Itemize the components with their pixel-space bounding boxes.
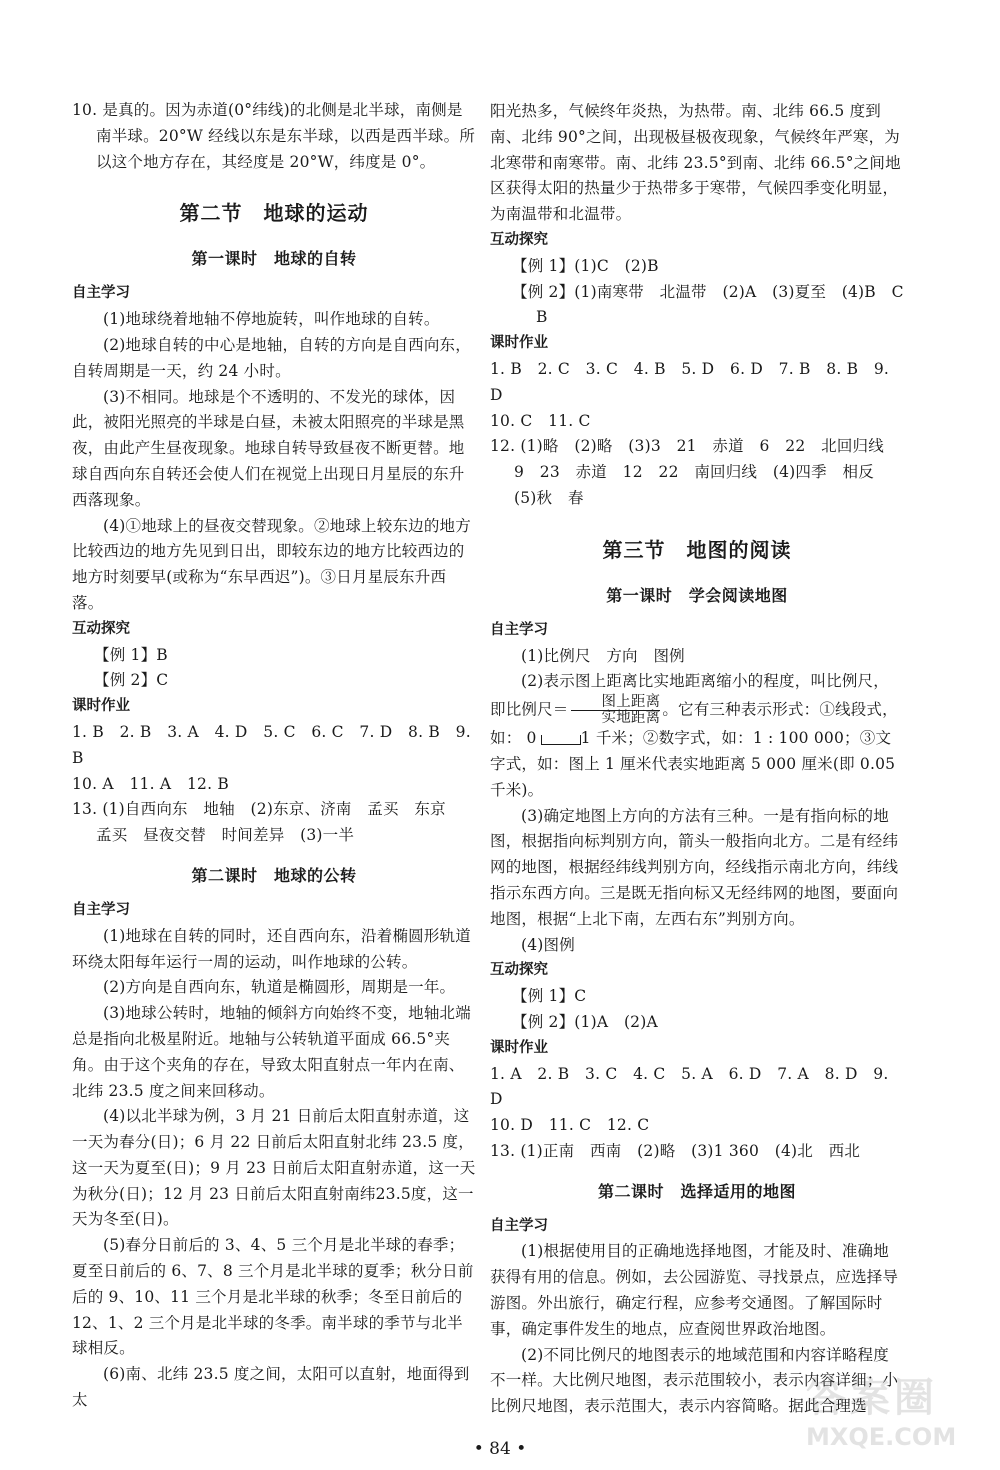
lesson-title: 第一课时 地球的自转 (191, 249, 357, 269)
scale-bar-zero: 0 (526, 729, 537, 748)
paragraph: (1)比例尺 方向 图例 (521, 646, 685, 665)
scale-text-a: (2)表示图上距离比实地距离缩小的程度，叫比例尺，即比例尺＝ (490, 672, 889, 719)
paragraph: (4)以北半球为例，3 月 21 日前后太阳直射赤道，这一天为春分(日)；6 月 22 日前后太阳直射北纬 23.5 度，这一天为夏至(日)；9 月 23 日前后太阳直射赤道，这一天为秋分(日)；12 月 23 日前后太阳直射南纬23.5度，这一天为冬至(日)。 (72, 1107, 476, 1229)
example-answer: 【例 1】(1)C (2)B (512, 256, 659, 275)
homework-answers: 12. (1)略 (2)略 (3)3 21 赤道 6 22 北回归线 9 23 赤道 12 22 南回归线 (4)四季 相反 (5)秋 春 (490, 437, 900, 507)
line-scale-bar (541, 735, 581, 745)
homework-label: 课时作业 (490, 1039, 548, 1056)
paragraph: (1)根据使用目的正确地选择地图，才能及时、准确地获得有用的信息。例如，去公园游览、寻找景点，应选择导游图。外出旅行，确定行程，应参考交通图。了解国际时事，确定事件发生的地点，应查阅世界政治地图。 (490, 1242, 899, 1338)
example-answer: 【例 2】(1)A (2)A (512, 1012, 658, 1031)
watermark-logo (806, 1366, 986, 1462)
left-column (72, 98, 476, 1414)
fraction-numerator: 图上距离 (571, 695, 661, 711)
homework-answers: 1. B 2. B 3. A 4. D 5. C 6. C 7. D 8. B 9. B (72, 722, 471, 767)
fraction-denominator: 实地距离 (601, 710, 661, 727)
homework-label: 课时作业 (490, 335, 548, 352)
paragraph: (3)地球公转时，地轴的倾斜方向始终不变，地轴北端总是指向北极星附近。地轴与公转轨道平面成 66.5°夹角。由于这个夹角的存在，导致太阳直射点一年内在南、北纬 23.5 度之间来回移动。 (72, 1004, 471, 1100)
homework-answers: 13. (1)自西向东 地轴 (2)东京、济南 孟买 东京 孟买 昼夜交替 时间差异 (3)一半 (72, 800, 462, 845)
interactive-label: 互动探究 (490, 231, 548, 248)
page-number: • 84 • (473, 1439, 527, 1459)
example-answer: 【例 1】B (94, 645, 168, 664)
paragraph: (2)地球自转的中心是地轴，自转的方向是自西向东，自转周期是一天，约 24 小时。 (72, 335, 471, 380)
paragraph: 阳光热多，气候终年炎热，为热带。南、北纬 66.5 度到南、北纬 90°之间，出现极昼极夜现象，气候终年严寒，为北寒带和南寒带。南、北纬 23.5°到南、北纬 66.5°之间地区获得太阳的热量少于热带多于寒带，气候四季变化明显，为南温带和北温带。 (490, 102, 901, 224)
example-answer: 【例 2】(1)南寒带 北温带 (2)A (3)夏至 (4)B C B (512, 282, 920, 327)
interactive-label: 互动探究 (72, 620, 130, 637)
homework-answers: 1. B 2. C 3. C 4. B 5. D 6. D 7. B 8. B 9. D (490, 359, 890, 404)
paragraph: (5)春分日前后的 3、4、5 三个月是北半球的春季；夏至日前后的 6、7、8 三个月是北半球的夏季；秋分日前后的 9、10、11 三个月是北半球的秋季；冬至日前后的 12、1、2 三个月是北半球的冬季。南半球的季节与北半球相反。 (72, 1236, 474, 1358)
paragraph: (4)图例 (521, 935, 575, 954)
interactive-label: 互动探究 (490, 962, 548, 979)
watermark-title: 答案圈 (806, 1375, 938, 1421)
paragraph: (3)确定地图上方向的方法有三种。一是有指向标的地图，根据指向标判别方向，箭头一般指向北方。二是有经纬网的地图，根据经纬线判别方向，经线指示南北方向，纬线指示东西方向。三是既无指向标又无经纬网的地图，要面向地图，根据“上北下南，左西右东”判别方向。 (490, 806, 899, 928)
homework-answers: 10. C 11. C (490, 411, 591, 430)
example-answer: 【例 2】C (94, 671, 169, 690)
self-study-label: 自主学习 (490, 621, 548, 638)
paragraph: (6)南、北纬 23.5 度之间，太阳可以直射，地面得到太 (72, 1365, 470, 1410)
homework-answers: 1. A 2. B 3. C 4. C 5. A 6. D 7. A 8. D 9. D (490, 1064, 889, 1109)
paragraph: (3)不相同。地球是个不透明的、不发光的球体，因此，被阳光照亮的半球是白昼，未被太阳照亮的半球是黑夜，由此产生昼夜现象。地球自转导致昼夜不断更替。地球自西向东自转还会使人们在视觉上出现日月星辰的东升西落现象。 (72, 387, 465, 509)
self-study-label: 自主学习 (72, 285, 130, 302)
section-title: 第三节 地图的阅读 (602, 537, 792, 562)
scale-fraction (571, 695, 661, 726)
lesson-title: 第一课时 学会阅读地图 (606, 585, 788, 605)
scale-bar-one: 1 (580, 729, 591, 748)
homework-label: 课时作业 (72, 698, 130, 715)
section-title: 第二节 地球的运动 (179, 201, 369, 226)
homework-answers: 10. A 11. A 12. B (72, 774, 229, 793)
watermark-url: MXQE.COM (806, 1423, 957, 1451)
paragraph: (2)方向是自西向东，轨道是椭圆形，周期是一年。 (103, 978, 456, 997)
lesson-title: 第二课时 选择适用的地图 (597, 1181, 796, 1201)
example-answer: 【例 1】C (512, 987, 587, 1006)
scale-paragraph (490, 669, 904, 803)
lesson-title: 第二课时 地球的公转 (191, 865, 357, 885)
homework-answers: 10. D 11. C 12. C (490, 1116, 650, 1135)
self-study-label: 自主学习 (72, 901, 130, 918)
scale-text-b: 。它有三种表示形式：①线段式，如： (490, 700, 898, 748)
answer-item-10: 10. 是真的。因为赤道(0°纬线)的北侧是北半球，南侧是南半球。20°W 经线以东是东半球，以西是西半球。所以这个地方存在，其经度是 20°W，纬度是 0°。 (72, 101, 476, 171)
right-column (490, 99, 920, 1420)
scale-text-c: 千米；②数字式，如：1 : 100 000；③文字式，如：图上 1 厘米代表实地距离 5 000 厘米(即 0.05 千米)。 (490, 729, 896, 799)
paragraph: (1)地球绕着地轴不停地旋转，叫作地球的自转。 (103, 310, 440, 329)
paragraph: (2)不同比例尺的地图表示的地域范围和内容详略程度不一样。大比例尺地图，表示范围较小，表示内容详细；小比例尺地图，表示范围大，表示内容简略。据此合理选 (490, 1345, 899, 1416)
paragraph: (4)①地球上的昼夜交替现象。②地球上较东边的地方比较西边的地方先见到日出，即较东边的地方比较西边的地方时刻要早(或称为“东早西迟”)。③日月星辰东升西落。 (72, 516, 471, 612)
homework-answers: 13. (1)正南 西南 (2)略 (3)1 360 (4)北 西北 (490, 1141, 861, 1160)
self-study-label: 自主学习 (490, 1217, 548, 1234)
paragraph: (1)地球在自转的同时，还自西向东，沿着椭圆形轨道环绕太阳每年运行一周的运动，叫作地球的公转。 (72, 926, 471, 971)
